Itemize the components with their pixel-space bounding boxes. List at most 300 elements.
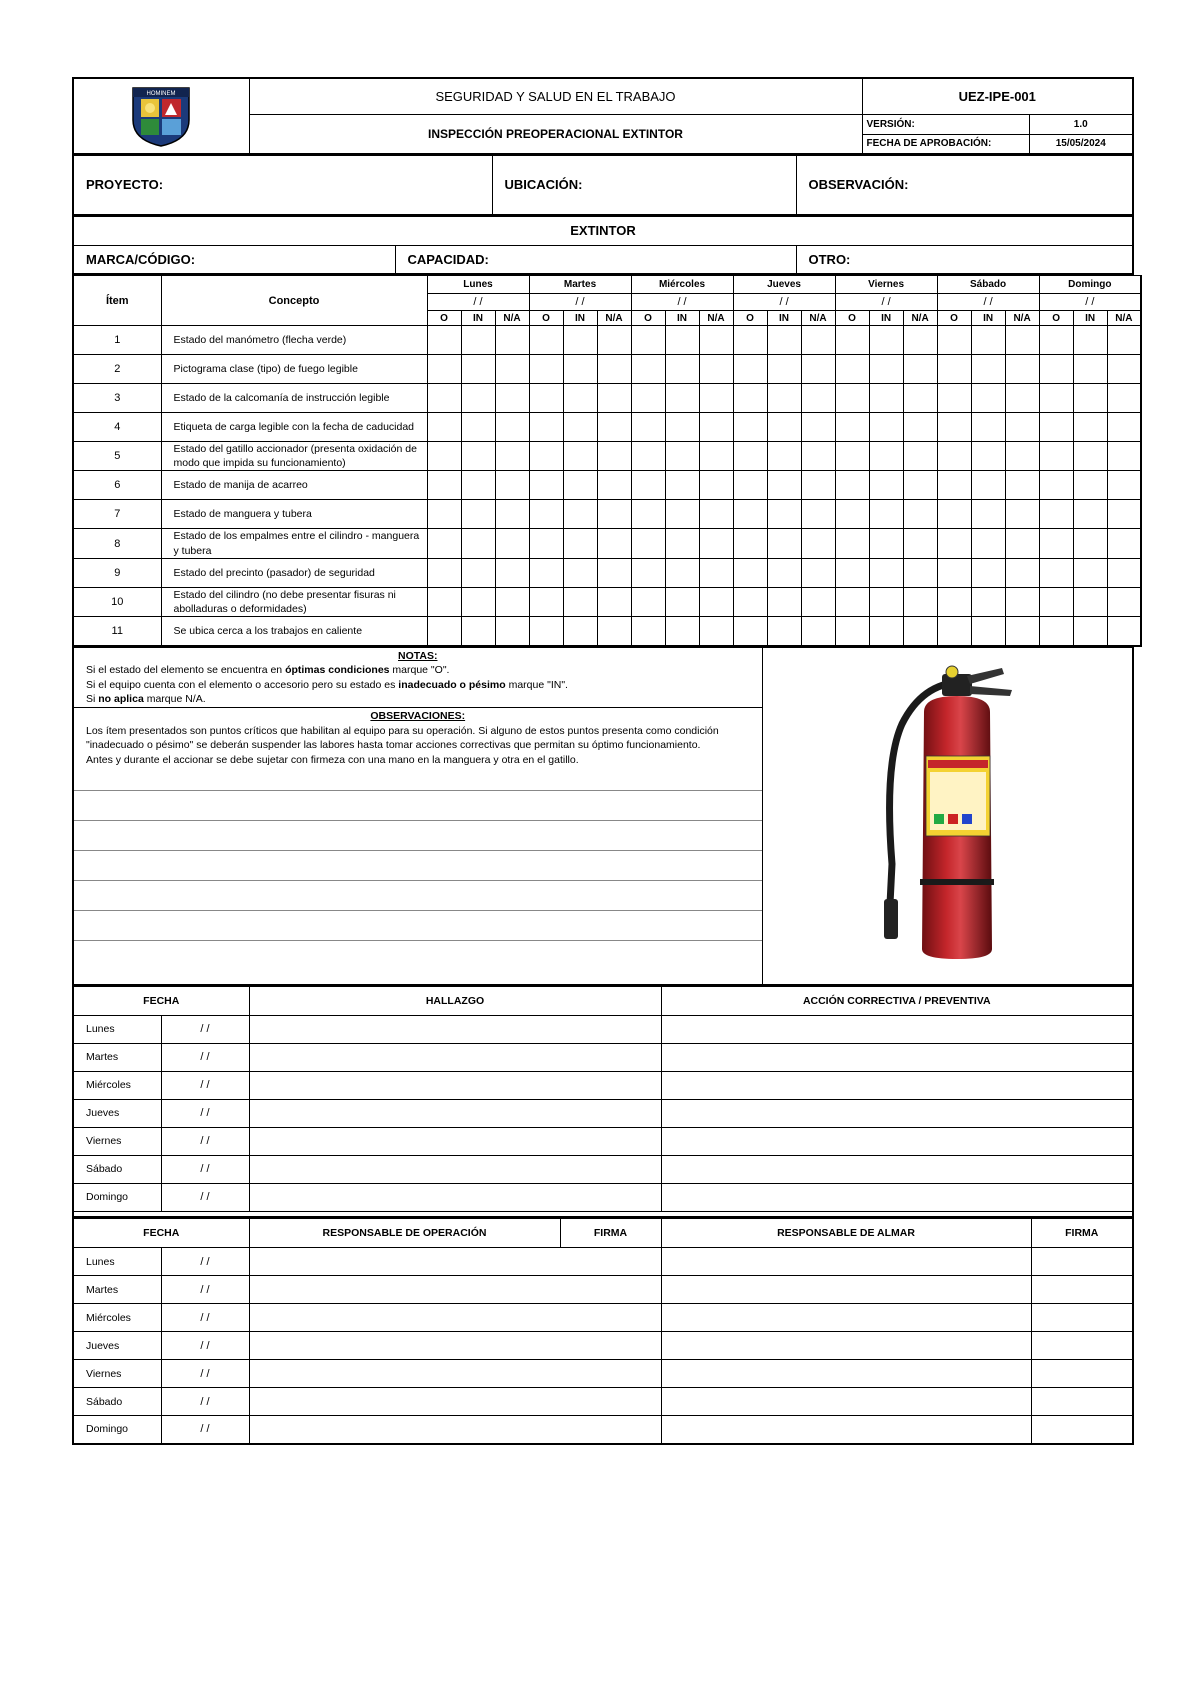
check-cell[interactable] <box>937 413 971 442</box>
check-cell[interactable] <box>869 617 903 646</box>
check-cell[interactable] <box>1005 500 1039 529</box>
check-cell[interactable] <box>563 587 597 616</box>
check-cell[interactable] <box>1107 617 1141 646</box>
check-cell[interactable] <box>529 384 563 413</box>
check-cell[interactable] <box>1005 587 1039 616</box>
check-cell[interactable] <box>937 471 971 500</box>
item-concept: Estado del precinto (pasador) de seguridad <box>161 558 427 587</box>
operator-field[interactable] <box>249 1332 661 1360</box>
check-cell[interactable] <box>835 413 869 442</box>
check-cell[interactable] <box>1039 558 1073 587</box>
check-cell[interactable] <box>903 355 937 384</box>
check-cell[interactable] <box>869 529 903 558</box>
check-cell[interactable] <box>631 529 665 558</box>
day-date-field[interactable]: / / <box>733 294 835 311</box>
check-cell[interactable] <box>937 587 971 616</box>
check-cell[interactable] <box>699 442 733 471</box>
check-cell[interactable] <box>1005 617 1039 646</box>
check-cell[interactable] <box>835 558 869 587</box>
day-date-field[interactable]: / / <box>1039 294 1141 311</box>
date-field[interactable]: / / <box>161 1248 249 1276</box>
check-cell[interactable] <box>427 617 461 646</box>
date-field[interactable]: / / <box>161 1183 249 1211</box>
check-cell[interactable] <box>869 413 903 442</box>
check-cell[interactable] <box>461 471 495 500</box>
action-field[interactable] <box>661 1071 1133 1099</box>
check-cell[interactable] <box>801 413 835 442</box>
check-cell[interactable] <box>869 471 903 500</box>
check-cell[interactable] <box>631 500 665 529</box>
check-cell[interactable] <box>631 617 665 646</box>
check-cell[interactable] <box>427 442 461 471</box>
finding-field[interactable] <box>249 1183 661 1211</box>
check-cell[interactable] <box>495 442 529 471</box>
check-cell[interactable] <box>937 617 971 646</box>
check-cell[interactable] <box>461 500 495 529</box>
warehouse-field[interactable] <box>661 1388 1031 1416</box>
check-cell[interactable] <box>1039 326 1073 355</box>
check-cell[interactable] <box>1107 587 1141 616</box>
check-cell[interactable] <box>699 413 733 442</box>
check-cell[interactable] <box>971 558 1005 587</box>
check-cell[interactable] <box>529 500 563 529</box>
check-cell[interactable] <box>665 587 699 616</box>
check-cell[interactable] <box>597 384 631 413</box>
check-cell[interactable] <box>495 558 529 587</box>
check-cell[interactable] <box>767 442 801 471</box>
check-cell[interactable] <box>461 384 495 413</box>
signature-field[interactable] <box>1031 1388 1133 1416</box>
check-cell[interactable] <box>767 326 801 355</box>
check-cell[interactable] <box>427 558 461 587</box>
check-cell[interactable] <box>903 529 937 558</box>
date-field[interactable]: / / <box>161 1015 249 1043</box>
check-cell[interactable] <box>529 587 563 616</box>
check-cell[interactable] <box>1039 500 1073 529</box>
check-cell[interactable] <box>1073 617 1107 646</box>
check-cell[interactable] <box>1073 442 1107 471</box>
check-cell[interactable] <box>801 326 835 355</box>
check-cell[interactable] <box>835 500 869 529</box>
warehouse-field[interactable] <box>661 1416 1031 1444</box>
check-cell[interactable] <box>1107 471 1141 500</box>
check-cell[interactable] <box>529 442 563 471</box>
check-cell[interactable] <box>495 529 529 558</box>
check-cell[interactable] <box>1073 558 1107 587</box>
check-cell[interactable] <box>427 384 461 413</box>
check-cell[interactable] <box>427 413 461 442</box>
check-cell[interactable] <box>461 558 495 587</box>
check-cell[interactable] <box>937 326 971 355</box>
observation-lines[interactable] <box>74 790 762 970</box>
check-cell[interactable] <box>971 413 1005 442</box>
check-cell[interactable] <box>1039 384 1073 413</box>
check-cell[interactable] <box>665 529 699 558</box>
date-field[interactable]: / / <box>161 1276 249 1304</box>
check-cell[interactable] <box>801 500 835 529</box>
check-cell[interactable] <box>529 413 563 442</box>
check-cell[interactable] <box>733 442 767 471</box>
check-cell[interactable] <box>597 558 631 587</box>
check-cell[interactable] <box>529 529 563 558</box>
date-field[interactable]: / / <box>161 1416 249 1444</box>
check-cell[interactable] <box>699 587 733 616</box>
check-cell[interactable] <box>631 442 665 471</box>
day-date-field[interactable]: / / <box>427 294 529 311</box>
check-cell[interactable] <box>529 355 563 384</box>
check-cell[interactable] <box>563 326 597 355</box>
check-cell[interactable] <box>1005 384 1039 413</box>
check-cell[interactable] <box>835 326 869 355</box>
check-cell[interactable] <box>835 355 869 384</box>
check-cell[interactable] <box>1073 471 1107 500</box>
action-field[interactable] <box>661 1155 1133 1183</box>
check-cell[interactable] <box>767 617 801 646</box>
check-cell[interactable] <box>971 617 1005 646</box>
check-cell[interactable] <box>1005 413 1039 442</box>
action-field[interactable] <box>661 1043 1133 1071</box>
check-cell[interactable] <box>971 587 1005 616</box>
check-cell[interactable] <box>971 355 1005 384</box>
check-cell[interactable] <box>835 442 869 471</box>
check-cell[interactable] <box>1107 413 1141 442</box>
check-cell[interactable] <box>529 617 563 646</box>
check-cell[interactable] <box>529 326 563 355</box>
action-field[interactable] <box>661 1099 1133 1127</box>
check-cell[interactable] <box>563 413 597 442</box>
check-cell[interactable] <box>835 529 869 558</box>
other-field[interactable]: OTRO: <box>796 245 1133 274</box>
check-cell[interactable] <box>665 413 699 442</box>
check-cell[interactable] <box>733 326 767 355</box>
date-field[interactable]: / / <box>161 1127 249 1155</box>
check-cell[interactable] <box>699 500 733 529</box>
check-cell[interactable] <box>937 500 971 529</box>
check-cell[interactable] <box>801 529 835 558</box>
warehouse-field[interactable] <box>661 1304 1031 1332</box>
check-cell[interactable] <box>1073 587 1107 616</box>
check-cell[interactable] <box>1005 529 1039 558</box>
check-cell[interactable] <box>699 529 733 558</box>
check-cell[interactable] <box>801 355 835 384</box>
date-field[interactable]: / / <box>161 1043 249 1071</box>
check-cell[interactable] <box>971 384 1005 413</box>
finding-field[interactable] <box>249 1043 661 1071</box>
check-cell[interactable] <box>767 558 801 587</box>
check-cell[interactable] <box>1107 384 1141 413</box>
check-cell[interactable] <box>937 384 971 413</box>
check-cell[interactable] <box>1039 617 1073 646</box>
check-cell[interactable] <box>665 500 699 529</box>
check-cell[interactable] <box>971 326 1005 355</box>
check-cell[interactable] <box>801 558 835 587</box>
check-cell[interactable] <box>631 558 665 587</box>
check-cell[interactable] <box>903 384 937 413</box>
signature-field[interactable] <box>1031 1332 1133 1360</box>
check-cell[interactable] <box>971 471 1005 500</box>
location-field[interactable]: UBICACIÓN: <box>492 156 796 215</box>
check-cell[interactable] <box>733 500 767 529</box>
check-cell[interactable] <box>699 471 733 500</box>
date-field[interactable]: / / <box>161 1099 249 1127</box>
observation-field[interactable]: OBSERVACIÓN: <box>796 156 1133 215</box>
check-cell[interactable] <box>461 587 495 616</box>
check-cell[interactable] <box>597 413 631 442</box>
check-cell[interactable] <box>427 471 461 500</box>
capacity-field[interactable]: CAPACIDAD: <box>395 245 796 274</box>
check-cell[interactable] <box>869 500 903 529</box>
check-cell[interactable] <box>699 355 733 384</box>
check-cell[interactable] <box>495 355 529 384</box>
day-date-field[interactable]: / / <box>937 294 1039 311</box>
check-cell[interactable] <box>801 442 835 471</box>
check-cell[interactable] <box>597 587 631 616</box>
check-cell[interactable] <box>529 558 563 587</box>
action-field[interactable] <box>661 1015 1133 1043</box>
check-cell[interactable] <box>461 442 495 471</box>
findings-table <box>72 986 1134 1219</box>
check-cell[interactable] <box>937 529 971 558</box>
warehouse-field[interactable] <box>661 1360 1031 1388</box>
check-cell[interactable] <box>665 617 699 646</box>
check-cell[interactable] <box>699 617 733 646</box>
finding-header: HALLAZGO <box>249 986 661 1015</box>
check-cell[interactable] <box>1039 587 1073 616</box>
check-cell[interactable] <box>495 617 529 646</box>
signature-field[interactable] <box>1031 1304 1133 1332</box>
check-cell[interactable] <box>1039 413 1073 442</box>
check-cell[interactable] <box>1107 558 1141 587</box>
check-cell[interactable] <box>835 471 869 500</box>
check-cell[interactable] <box>665 442 699 471</box>
check-cell[interactable] <box>733 529 767 558</box>
check-cell[interactable] <box>461 529 495 558</box>
check-cell[interactable] <box>903 617 937 646</box>
check-cell[interactable] <box>767 529 801 558</box>
check-cell[interactable] <box>869 355 903 384</box>
check-cell[interactable] <box>427 326 461 355</box>
check-cell[interactable] <box>1039 442 1073 471</box>
check-cell[interactable] <box>495 587 529 616</box>
check-cell[interactable] <box>869 442 903 471</box>
finding-field[interactable] <box>249 1127 661 1155</box>
check-cell[interactable] <box>733 587 767 616</box>
check-cell[interactable] <box>1073 413 1107 442</box>
check-cell[interactable] <box>597 617 631 646</box>
check-cell[interactable] <box>835 384 869 413</box>
check-cell[interactable] <box>801 617 835 646</box>
check-cell[interactable] <box>631 413 665 442</box>
action-field[interactable] <box>661 1127 1133 1155</box>
date-field[interactable]: / / <box>161 1360 249 1388</box>
project-field[interactable]: PROYECTO: <box>73 156 492 215</box>
day-header: Domingo <box>1039 276 1141 294</box>
check-cell[interactable] <box>495 326 529 355</box>
operator-field[interactable] <box>249 1416 661 1444</box>
status-header: IN <box>767 311 801 326</box>
check-cell[interactable] <box>461 326 495 355</box>
check-cell[interactable] <box>495 384 529 413</box>
warehouse-field[interactable] <box>661 1332 1031 1360</box>
check-cell[interactable] <box>699 326 733 355</box>
check-cell[interactable] <box>1039 529 1073 558</box>
check-cell[interactable] <box>1107 442 1141 471</box>
finding-field[interactable] <box>249 1071 661 1099</box>
check-cell[interactable] <box>937 558 971 587</box>
check-cell[interactable] <box>903 326 937 355</box>
check-cell[interactable] <box>801 384 835 413</box>
check-cell[interactable] <box>869 384 903 413</box>
check-cell[interactable] <box>1073 529 1107 558</box>
check-cell[interactable] <box>665 471 699 500</box>
check-cell[interactable] <box>1107 326 1141 355</box>
check-cell[interactable] <box>937 355 971 384</box>
check-cell[interactable] <box>971 500 1005 529</box>
check-cell[interactable] <box>597 355 631 384</box>
check-cell[interactable] <box>767 413 801 442</box>
check-cell[interactable] <box>563 558 597 587</box>
check-cell[interactable] <box>427 355 461 384</box>
check-cell[interactable] <box>1073 384 1107 413</box>
check-cell[interactable] <box>733 617 767 646</box>
check-cell[interactable] <box>1005 355 1039 384</box>
check-cell[interactable] <box>869 326 903 355</box>
check-cell[interactable] <box>529 471 563 500</box>
check-cell[interactable] <box>597 529 631 558</box>
check-cell[interactable] <box>835 587 869 616</box>
day-date-field[interactable]: / / <box>835 294 937 311</box>
finding-field[interactable] <box>249 1155 661 1183</box>
check-cell[interactable] <box>631 471 665 500</box>
check-cell[interactable] <box>631 384 665 413</box>
check-cell[interactable] <box>971 442 1005 471</box>
check-cell[interactable] <box>767 587 801 616</box>
check-cell[interactable] <box>665 355 699 384</box>
date-field[interactable]: / / <box>161 1388 249 1416</box>
check-cell[interactable] <box>665 326 699 355</box>
signature-field[interactable] <box>1031 1360 1133 1388</box>
check-cell[interactable] <box>801 471 835 500</box>
action-field[interactable] <box>661 1183 1133 1211</box>
check-cell[interactable] <box>597 471 631 500</box>
check-cell[interactable] <box>1073 355 1107 384</box>
date-field[interactable]: / / <box>161 1332 249 1360</box>
finding-field[interactable] <box>249 1015 661 1043</box>
check-cell[interactable] <box>1107 355 1141 384</box>
check-cell[interactable] <box>563 442 597 471</box>
warehouse-field[interactable] <box>661 1276 1031 1304</box>
check-cell[interactable] <box>767 500 801 529</box>
check-cell[interactable] <box>563 617 597 646</box>
day-date-field[interactable]: / / <box>631 294 733 311</box>
check-cell[interactable] <box>495 413 529 442</box>
operator-field[interactable] <box>249 1388 661 1416</box>
signature-field[interactable] <box>1031 1248 1133 1276</box>
check-cell[interactable] <box>563 500 597 529</box>
date-field[interactable]: / / <box>161 1304 249 1332</box>
check-cell[interactable] <box>1005 326 1039 355</box>
check-cell[interactable] <box>631 587 665 616</box>
signature-field[interactable] <box>1031 1416 1133 1444</box>
date-field[interactable]: / / <box>161 1071 249 1099</box>
check-cell[interactable] <box>767 384 801 413</box>
operator-field[interactable] <box>249 1248 661 1276</box>
check-cell[interactable] <box>427 529 461 558</box>
check-cell[interactable] <box>835 617 869 646</box>
check-cell[interactable] <box>903 500 937 529</box>
check-cell[interactable] <box>461 617 495 646</box>
check-cell[interactable] <box>563 384 597 413</box>
check-cell[interactable] <box>461 413 495 442</box>
day-date-field[interactable]: / / <box>529 294 631 311</box>
check-cell[interactable] <box>665 384 699 413</box>
check-cell[interactable] <box>597 442 631 471</box>
check-cell[interactable] <box>1005 558 1039 587</box>
check-cell[interactable] <box>1039 355 1073 384</box>
check-cell[interactable] <box>597 326 631 355</box>
check-cell[interactable] <box>733 355 767 384</box>
check-cell[interactable] <box>495 500 529 529</box>
check-cell[interactable] <box>1107 529 1141 558</box>
check-cell[interactable] <box>1073 500 1107 529</box>
check-cell[interactable] <box>903 558 937 587</box>
check-cell[interactable] <box>665 558 699 587</box>
check-cell[interactable] <box>563 529 597 558</box>
check-cell[interactable] <box>1005 442 1039 471</box>
warehouse-field[interactable] <box>661 1248 1031 1276</box>
operator-field[interactable] <box>249 1360 661 1388</box>
check-cell[interactable] <box>869 558 903 587</box>
check-cell[interactable] <box>733 413 767 442</box>
check-cell[interactable] <box>733 471 767 500</box>
check-cell[interactable] <box>427 500 461 529</box>
check-cell[interactable] <box>699 384 733 413</box>
check-cell[interactable] <box>733 558 767 587</box>
check-cell[interactable] <box>733 384 767 413</box>
check-cell[interactable] <box>1073 326 1107 355</box>
check-cell[interactable] <box>563 355 597 384</box>
check-cell[interactable] <box>461 355 495 384</box>
check-cell[interactable] <box>801 587 835 616</box>
check-cell[interactable] <box>767 355 801 384</box>
check-cell[interactable] <box>903 471 937 500</box>
date-field[interactable]: / / <box>161 1155 249 1183</box>
check-cell[interactable] <box>903 413 937 442</box>
check-cell[interactable] <box>869 587 903 616</box>
check-cell[interactable] <box>631 355 665 384</box>
brand-code-field[interactable]: MARCA/CÓDIGO: <box>73 245 395 274</box>
check-cell[interactable] <box>971 529 1005 558</box>
check-cell[interactable] <box>427 587 461 616</box>
check-cell[interactable] <box>495 471 529 500</box>
check-cell[interactable] <box>903 442 937 471</box>
check-cell[interactable] <box>1039 471 1073 500</box>
operator-field[interactable] <box>249 1276 661 1304</box>
check-cell[interactable] <box>597 500 631 529</box>
finding-field[interactable] <box>249 1099 661 1127</box>
operator-field[interactable] <box>249 1304 661 1332</box>
check-cell[interactable] <box>937 442 971 471</box>
signature-field[interactable] <box>1031 1276 1133 1304</box>
check-cell[interactable] <box>563 471 597 500</box>
item-concept: Pictograma clase (tipo) de fuego legible <box>161 355 427 384</box>
check-cell[interactable] <box>1107 500 1141 529</box>
check-cell[interactable] <box>903 587 937 616</box>
check-cell[interactable] <box>631 326 665 355</box>
check-cell[interactable] <box>1005 471 1039 500</box>
check-cell[interactable] <box>767 471 801 500</box>
check-cell[interactable] <box>699 558 733 587</box>
